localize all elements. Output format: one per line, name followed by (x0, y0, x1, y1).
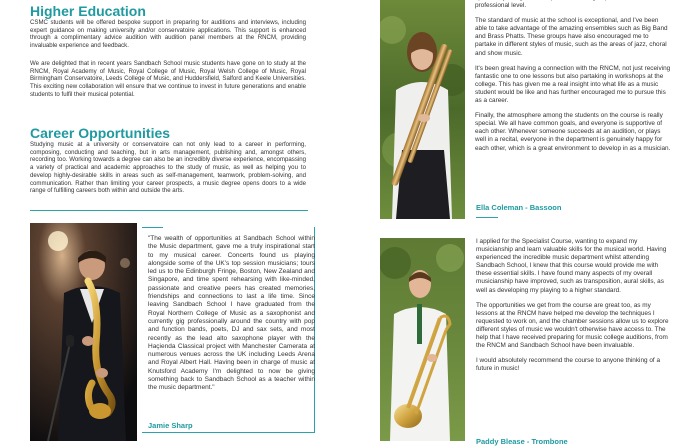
ella-paragraph: Finally, the atmosphere among the students on the course is really special. We all have common goals, and everyone is supportive of each other. Whenever someone succeeds at an audition, or plays well in a recital, everyone in the department is genuinely happy for each other, which is a great environment to develop in as a musician. (475, 112, 671, 152)
career-opportunities-heading: Career Opportunities (30, 125, 171, 141)
jamie-sharp-quote: "The wealth of opportunities at Sandbach School within the Music department, gave me a truly inspirational start to my musical career. Concerts found us playing alongside some of the UK's top session musicians; tours led us to the Edinburgh Fringe, Boston, New Zealand and Singapore, and time spent rehearsing with like-minded, passionate and creative peers has created memories, friendships and connections to last a life time. Since leaving Sandbach School I have graduated from the Royal Northern College of Music as a saxophonist and currently gig professionally around the country with pop and function bands, poets, DJ and sax sets, and most recently as the lead alto saxophone player with the Haçienda Classical project with Manchester Camerata at numerous venues across the UK including Leeds Arena and Royal Albert Hall. Having been in charge of music at Knutsford Academy I'm delighted to now be giving something back to Sandbach School as a teacher within the music department." (148, 235, 315, 392)
jamie-sharp-photo (30, 223, 137, 441)
ella-coleman-caption: Ella Coleman - Bassoon (476, 203, 562, 212)
ella-paragraph: The standard of music at the school is exceptional, and I've been able to take advantage of the amazing ensembles such as Big Band and Brass Phatts. These groups have also encouraged me to partake in different styles of music, such as the areas of jazz, choral and show music. (475, 17, 668, 57)
paddy-paragraph: The opportunities we get from the course are great too, as my lessons at the RNCM have helped me develop the techniques I requested to work on, and the chamber sessions allow us to explore different styles of music we wouldn't otherwise have access to. The help that I have received preparing for music college auditions, from the RNCM and Sandbach School have been invaluable. (476, 301, 669, 350)
paddy-paragraph: I applied for the Specialist Course, wanting to expand my musicianship and learn valuable skills for the musical world. Having experienced the incredible music department whilst attending Sandbach School, I knew that this course would provide me with these essential skills. I have found many aspects of my overall musicianship have improved, such as transposition, aural skills, as well as developing my playing to a higher standard. (476, 238, 667, 294)
ella-coleman-photo (380, 0, 465, 219)
paddy-blease-caption: Paddy Blease - Trombone (476, 437, 568, 446)
career-opportunities-paragraph: Studying music at a university or conservatoire can not only lead to a career in performing, composing, conducting and teaching, but in arts management, publishing and, amongst others, recording too. Working towards a degree can also be an incredibly diverse experience, encompassing a variety of practical and academic approaches to the study of music, as well as helping you to develop highly-desirable skills in areas such as self-management, teamwork, problem-solving, and communication. Rather than limiting your career prospects, a music degree opens doors to a wide range of fulfilling careers both within and outside the arts. (30, 141, 306, 195)
ella-paragraph: It's been great having a connection with the RNCM, not just receiving fantastic one to one lessons but also partaking in workshops at the college. This has given me a real insight into what life as a music student would be like and has further encouraged me to pursue this as a career. (475, 64, 671, 105)
jamie-sharp-caption: Jamie Sharp (148, 421, 193, 430)
higher-education-paragraph-1: CSMC students will be offered bespoke support in preparing for auditions and interviews, including expert guidance on making university and/or conservatoire applications. This support is enhanced through a complimentary advice audition with audition panel members at the RNCM, providing invaluable experience and feedback. (30, 19, 306, 50)
bassoonist-photo-graphic (380, 0, 465, 219)
ella-paragraph: professional level. (475, 2, 527, 10)
higher-education-heading: Higher Education (30, 3, 146, 19)
career-divider (30, 210, 308, 211)
paddy-blease-testimonial (476, 238, 672, 380)
ella-coleman-testimonial (475, 0, 671, 160)
higher-education-paragraph-2: We are delighted that in recent years Sandbach School music students have gone on to study at the RNCM, Royal Academy of Music, Royal College of Music, Royal Welsh College of Music, Royal Birmingham Conservatoire, Leeds College of Music, and Huddersfield, Salford and Keele Universities. This exciting new collaboration will ensure that we continue to invest in future generations and enable students to fulfil their musical potential. (30, 60, 306, 98)
paddy-paragraph: I would absolutely recommend the course to anyone thinking of a future in music! (476, 357, 661, 373)
trombonist-photo-graphic (380, 238, 465, 441)
ella-caption-divider (476, 217, 498, 218)
paddy-blease-photo (380, 238, 465, 441)
saxophonist-photo-graphic (30, 223, 137, 441)
